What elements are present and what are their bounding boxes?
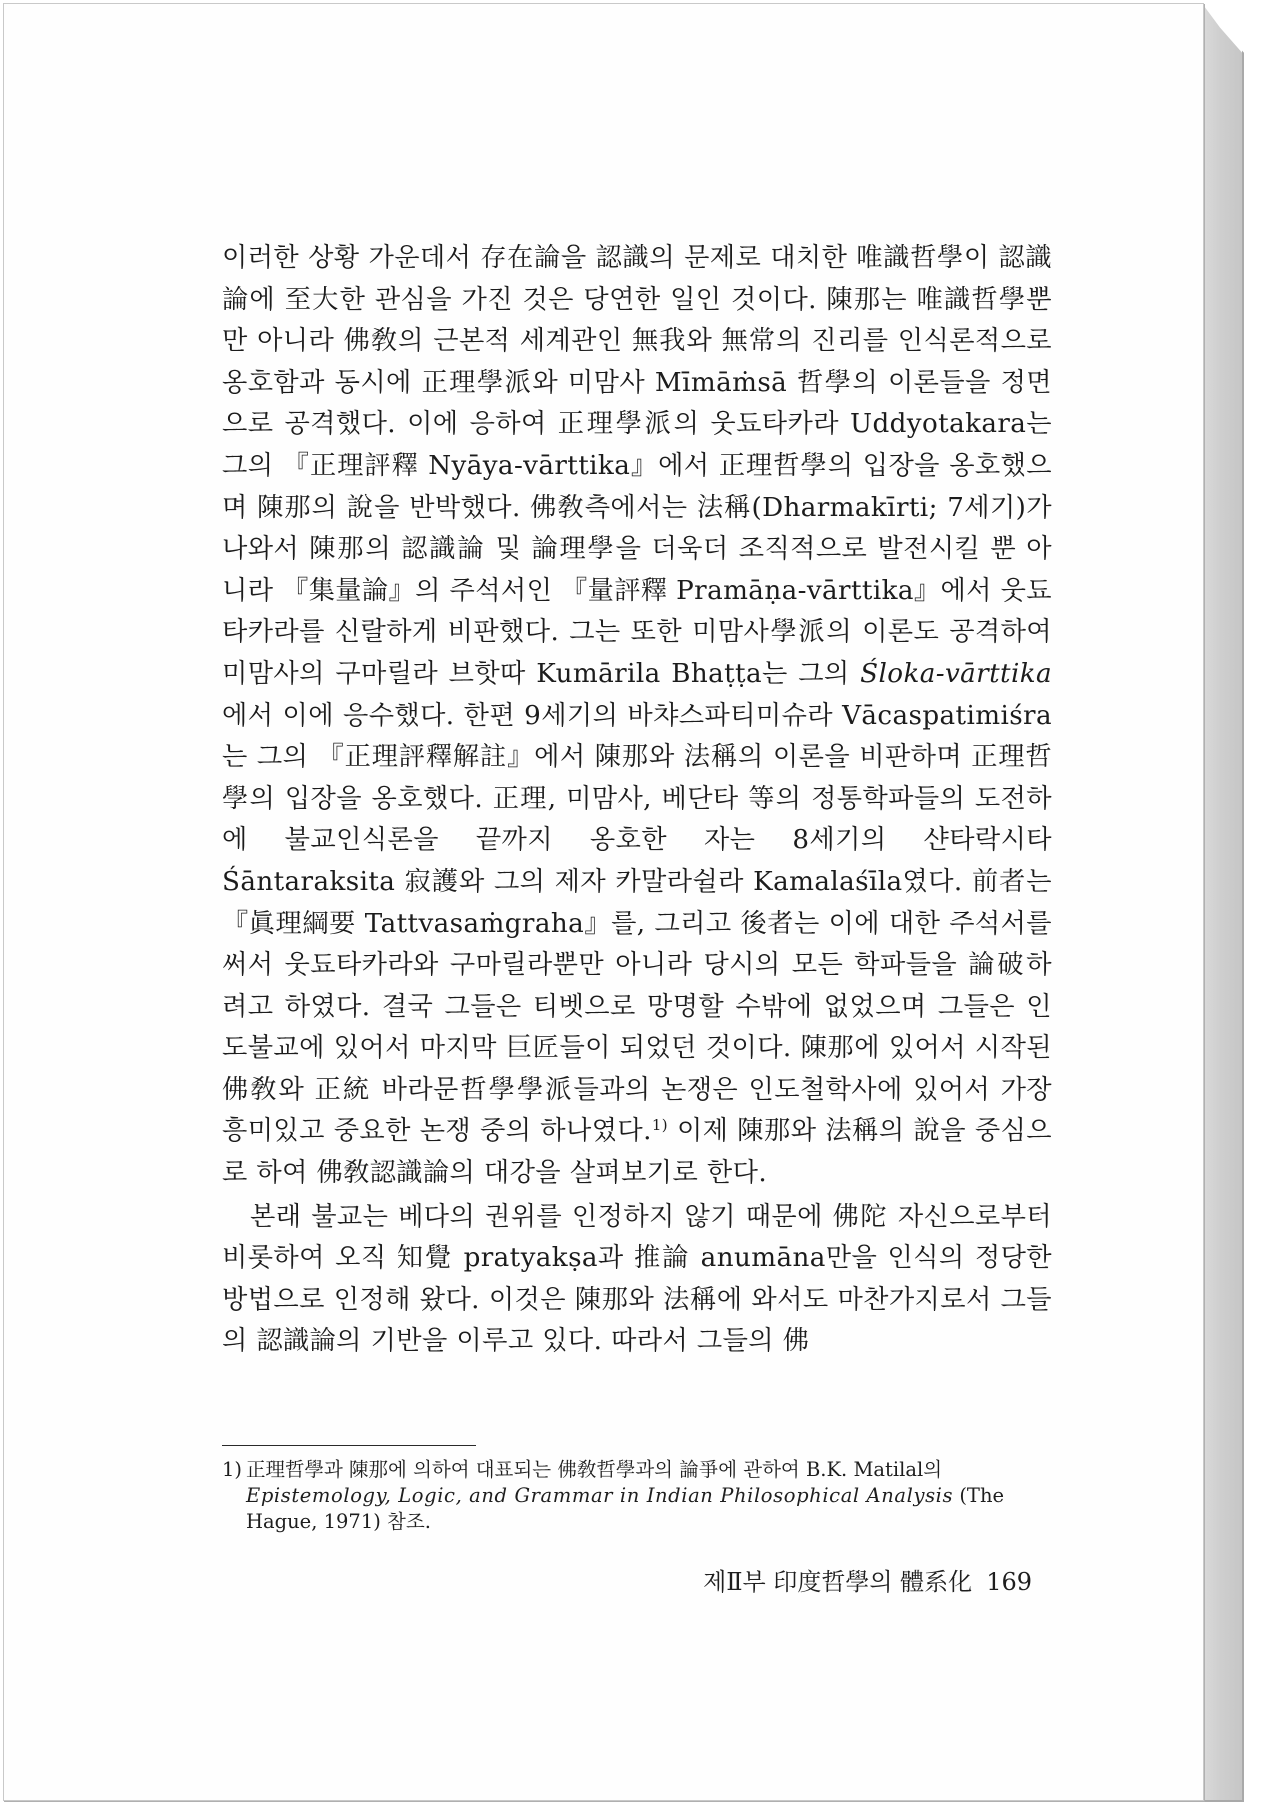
body-text [222, 238, 1052, 1363]
page-stack-outline [1204, 6, 1244, 1802]
work-title-italic: Śloka-vārttika [860, 658, 1052, 689]
footnote-text-b: (The Hague, 1971) 참조. [246, 1484, 1005, 1533]
paragraph-1-text-end: 이제 陳那와 法稱의 說을 중심으로 하여 佛敎認識論의 대강을 살펴보기로 한다. [222, 1116, 1053, 1189]
paragraph-1-text: 이러한 상황 가운데서 存在論을 認識의 문제로 대치한 唯識哲學이 認識論에 至大한 관심을 가진 것은 당연한 일인 것이다. 陳那는 唯識哲學뿐만 아니라 佛敎의 근본적 세계관인 無我와 無常의 진리를 인식론적으로 옹호함과 동시에 正理學派와 미맘사 Mīmāṁsā 哲學의 이론들을 정면으로 공격했다. 이에 응하여 正理學派의 웃됴타카라 Uddyotakara는 그의 『正理評釋 Nyāya-vārttika』에서 正理哲學의 입장을 옹호했으며 陳那의 說을 반박했다. 佛敎측에서는 法稱(Dharmakīrti; 7세기)가 나와서 陳那의 認識論 및 論理學을 더욱더 조직적으로 발전시킬 뿐 아니라 『集量論』의 주석서인 『量評釋 Pramāṇa-vārttika』에서 웃됴타카라를 신랄하게 비판했다. 그는 또한 미맘사學派의 이론도 공격하여 미맘사의 구마릴라 브핫따 Kumārila Bhaṭṭa는 그의 [222, 243, 1052, 689]
footnote-text-a: 正理哲學과 陳那에 의하여 대표되는 佛敎哲學과의 論爭에 관하여 B.K. Matilal의 [246, 1458, 943, 1481]
footnote-cited-title: Epistemology, Logic, and Grammar in Indian Philosophical Analysis [246, 1484, 954, 1507]
footnote-divider [222, 1445, 476, 1446]
running-footer [672, 1567, 1032, 1597]
footnote-reference[interactable]: 1) [651, 1116, 669, 1135]
footnote-1 [222, 1457, 1056, 1535]
page-number: 169 [986, 1568, 1032, 1596]
paragraph-2: 본래 불교는 베다의 권위를 인정하지 않기 때문에 佛陀 자신으로부터 비롯하여 오직 知覺 pratyakṣa과 推論 anumāna만을 인식의 정당한 방법으로 인정해 왔다. 이것은 陳那와 法稱에 와서도 마찬가지로서 그들의 認識論의 기반을 이루고 있다. 따라서 그들의 佛 [222, 1201, 1052, 1357]
paragraph-1 [222, 238, 1052, 1195]
footnote-number: 1) [222, 1458, 243, 1481]
paragraph-1-text-cont: 에서 이에 응수했다. 한편 9세기의 바챠스파티미슈라 Vācaspatimiśra는 그의 『正理評釋解註』에서 陳那와 法稱의 이론을 비판하며 正理哲學의 입장을 옹호했다. 正理, 미맘사, 베단타 等의 정통학파들의 도전하에 불교인식론을 끝까지 옹호한 자는 8세기의 샨타락시타 Śāntaraksita 寂護와 그의 제자 카말라쉴라 Kamalaśīla였다. 前者는 『眞理綱要 Tattvasaṁgraha』를, 그리고 後者는 이에 대한 주석서를 써서 웃됴타카라와 구마릴라뿐만 아니라 당시의 모든 학파들을 論破하려고 하였다. 결국 그들은 티벳으로 망명할 수밖에 없었으며 그들은 인도불교에 있어서 마지막 巨匠들이 되었던 것이다. 陳那에 있어서 시작된 佛敎와 正統 바라문哲學學派들과의 논쟁은 인도철학사에 있어서 가장 흥미있고 중요한 논쟁 중의 하나였다. [222, 700, 1052, 1147]
running-footer-label: 제Ⅱ부 印度哲學의 體系化 [703, 1568, 973, 1596]
